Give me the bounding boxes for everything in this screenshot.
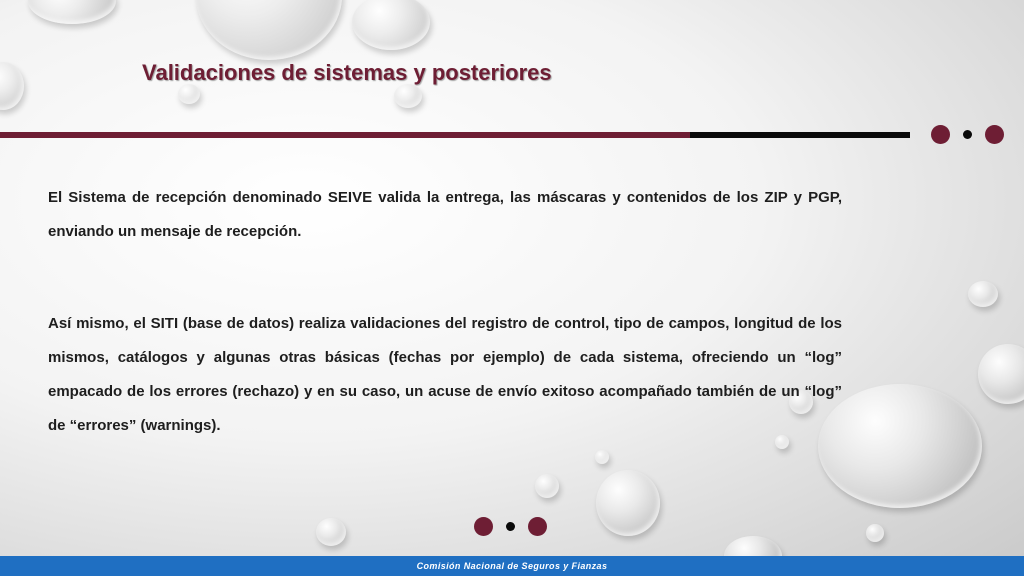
water-drop-decoration [178,84,200,104]
water-drop-decoration [535,474,559,498]
body-paragraph-seive: El Sistema de recepción denominado SEIVE valida la entrega, las máscaras y contenidos de los ZIP y PGP, enviando un mensaje de recepción. [48,189,842,240]
water-drop-decoration [352,0,430,50]
water-drop-decoration [0,62,24,110]
body-paragraph-siti: Así mismo, el SITI (base de datos) realiza validaciones del registro de control, tipo de campos, longitud de los mismos, catálogos y algunas otras básicas (fechas por ejemplo) de cada sistema, ofreciendo un “log” empacado de los errores (rechazo) y en su caso, un acuse de envío exitoso acompañado también de un “log” de “errores” (warnings). [48,315,842,434]
water-drop-decoration [818,384,982,508]
decorative-dots-bottom [474,517,547,536]
water-drop-decoration [866,524,884,542]
maroon-dot [528,517,547,536]
maroon-dot [985,125,1004,144]
black-dot [963,130,972,139]
water-drop-decoration [978,344,1024,404]
water-drop-decoration [316,518,346,546]
maroon-dot [931,125,950,144]
water-drop-decoration [595,450,609,464]
title-underline-black [690,132,910,138]
black-dot [506,522,515,531]
water-drop-decoration [596,470,660,536]
water-drop-decoration [28,0,116,24]
title-underline-maroon [0,132,690,138]
maroon-dot [474,517,493,536]
slide-title: Validaciones de sistemas y posteriores [142,60,552,85]
water-drop-decoration [968,281,998,307]
water-drop-decoration [394,84,422,108]
decorative-dots-top [931,125,1004,144]
footer-organization-name: Comisión Nacional de Seguros y Fianzas [416,561,608,571]
footer-bar [0,556,1024,576]
water-drop-decoration [196,0,342,60]
